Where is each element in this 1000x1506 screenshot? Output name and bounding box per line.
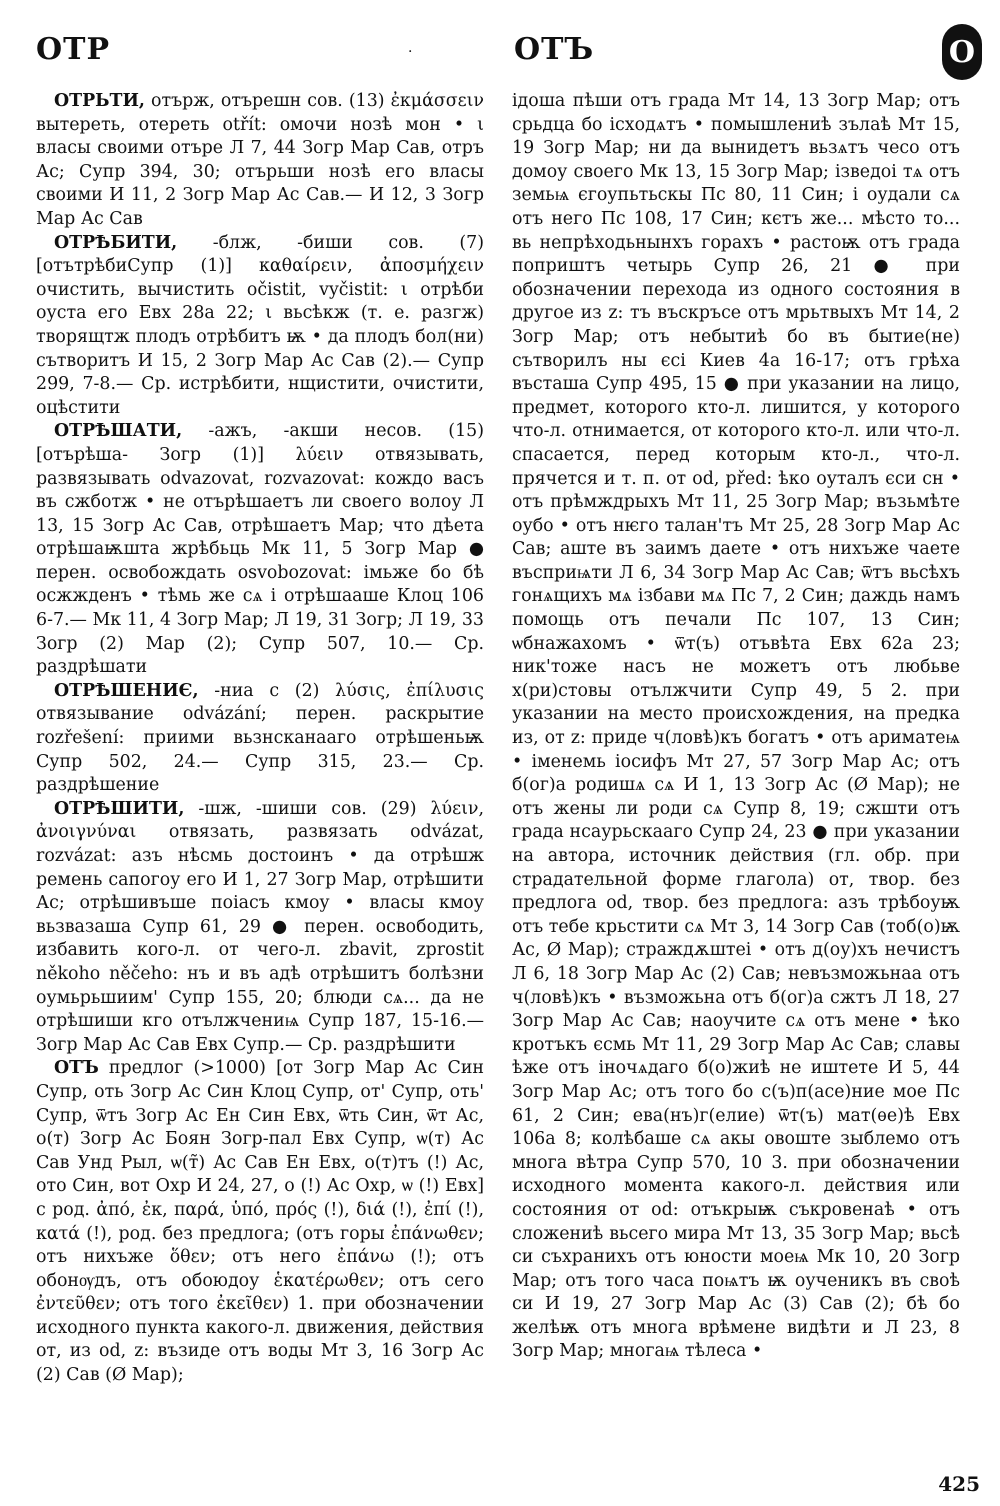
dictionary-entry [36, 90, 484, 232]
entry-body: -ажъ, -акши несов. (15) [отърѣша- Зогр (1)] λύειν отвязывать, развязывать odvazovat, rozvazovat: кождо васъ въ сжботж • не отърѣшаетъ ли своего волоу Л 13, 15 Зогр Ас Сав, отрѣшаетъ Мар; что дѣета отрѣшаѭшта жрѣбьць Мк 11, 5 Зогр Мар ● перен. освобождать osvobozovat: імьже бо бѣ осжжденъ • тѣмь же сѧ і отрѣшааше Клоц 106 6-7.— Мк 11, 4 Зогр Мар; Л 19, 31 Зогр; Л 19, 33 Зогр (2) Мар (2); Супр 507, 10.— Ср. раздрѣшати [36, 421, 484, 678]
letter-thumb-tab: О [942, 24, 982, 80]
entry-body: -блж, -биши сов. (7) [отътрѣбиСупр (1)] καθαίρειν, ἀποσμήχειν очистить, вычистить očistit, vyčistit: ι отрѣби оуста его Евх 28а 22; ι вьсѣкж (т. е. разгж) творящтж плодъ отрѣбитъ ѭ • да плодъ бол(ни) сътворитъ И 15, 2 Зогр Мар Ас Сав (2).— Супр 299, 7-8.— Ср. истрѣбити, нщистити, очистити, оцѣстити [36, 232, 484, 418]
entry-headword: ОТРЬТИ, [54, 91, 145, 111]
dictionary-entry [36, 798, 484, 1058]
page-number: 425 [938, 1472, 980, 1496]
entry-body: -шж, -шиши сов. (29) λύειν, ἀνοιγνύναι отвязать, развязать odvázat, rozvázat: азъ нѣсмь достоинъ • да отрѣшж ремень сапогоу его И 1, 27 Зогр Мар, отрѣшити Ас; отрѣшивъше поіасъ кмоу • власы кмоу вьзвазаша Супр 61, 29 ● перен. освободить, избавить кого-л. от чего-л. zbavit, zprostit někoho něčeho: нъ и въ адѣ отрѣшитъ болѣзни оумьрьшиим' Супр 155, 20; блюди сѧ... да не отрѣшиши кго отължчениѩ Супр 187, 15-16.— Зогр Мар Ас Сав Евх Супр.— Ср. раздрѣшити [36, 798, 484, 1055]
running-head-left: ОТР [36, 32, 111, 67]
running-head-right: ОТЪ [514, 32, 595, 67]
entry-headword: ОТРѢБИТИ, [54, 232, 178, 253]
entry-body: отърж, отърешн сов. (13) ἐκμάσσειν вытереть, отереть otřít: омочи нозѣ мон • ι власы своими отъре Л 7, 44 Зогр Мар Сав, отръ Ас; Супр 394, 30; отърьши нозѣ его власы своими И 11, 2 Зогр Мар Ас Сав.— И 12, 3 Зогр Мар Ас Сав [36, 91, 484, 229]
entry-body: предлог (>1000) [от Зогр Мар Ас Син Супр, оть Зогр Ас Син Клоц Супр, от' Супр, оть' Супр, ѿтъ Зогр Ас Ен Син Евх, ѿть Син, ѿт Ас, о(т) Зогр Ас Боян Зогр-пал Евх Супр, ѡ(т) Ас Сав Унд Рыл, ѡ(т̃) Ас Сав Ен Евх, о(т)тъ (!) Ас, ото Син, вот Охр И 24, 27, о (!) Ас Охр, ѡ (!) Евх] с род. ἀπό, ἐκ, παρά, ὑπό, πρός (!), διά (!), ἐπί (!), κατά (!), род. без предлога; (отъ горы ἐπάνωθεν; отъ нихъже ὅθεν; отъ него ἐπάνω (!); отъ обонѹдъ, отъ обоюдоу ἑκατέρωθεν; отъ сего ἐντεῦθεν; отъ того ἐκεῖθεν) 1. при обозначении исходного пункта какого-л. движения, действия от, из od, z: възиде отъ воды Мт 3, 16 Зогр Ас (2) Сав (Ø Мар); [36, 1058, 484, 1386]
dictionary-entry [512, 90, 960, 1364]
dictionary-entry [36, 232, 484, 421]
entry-headword: ОТРѢШИТИ, [54, 798, 185, 819]
entry-headword: ОТЪ [54, 1058, 99, 1079]
entry-body: ідоша пѣши отъ града Мт 14, 13 Зогр Мар; отъ срьдца бо ісходѧтъ • помышлениѣ зълаѣ Мт 15, 19 Зогр Мар; ни да вынидетъ вьзѧтъ чесо отъ домоу своего Мк 13, 15 Зогр Мар; ізведоі тѧ отъ земьѩ єгоупьтьскы Пс 80, 11 Син; і оудали сѧ отъ него Пс 108, 17 Син; кєтъ же... мѣсто то... вь непрѣходьнынхъ горахъ • растоѭ отъ града поприштъ четырь Супр 26, 21 ● при обозначении перехода из одного состояния в другое из z: тъ въскръсе отъ мрьтвыхъ Мт 14, 2 Зогр Мар; отъ небытиѣ бо въ бытие(не) сътворилъ ны єсі Киев 4а 16-17; отъ грѣха въсташа Супр 495, 15 ● при указании на лицо, предмет, которого кто-л. лишится, у которого что-л. отнимается, от которого кто-л. или что-л. спасается, перед которым кто-л., что-л. прячется и т. п. от od, před: ѣко оуталъ єси сн • отъ прѣмждрыхъ Мт 11, 25 Зогр Мар; възьмѣте оубо • отъ нѥго талан'тъ Мт 25, 28 Зогр Мар Ас Сав; аште въ заимъ даете • отъ нихъже чаете въсприѩти Л 6, 34 Зогр Мар Ас Сав; ѿтъ вьсѣхъ гонѧщихъ мѧ ізбави мѧ Пс 7, 2 Син; даждь намъ помощь отъ печали Пс 107, 13 Син; ѡбнажахомъ • ѿт(ъ) отъвѣта Евх 62а 23; ник'тоже насъ не можетъ отъ любьве х(ри)стовы отължчити Супр 49, 5 2. при указании на место происхождения, на предка из, от z: приде ч(ловѣ)къ богатъ • отъ ариматеѩ • іменемь іосифъ Мт 27, 57 Зогр Мар Ас; отъ б(ог)а родишѧ сѧ И 1, 13 Зогр Ас (Ø Мар); не отъ жены ли роди сѧ Супр 8, 19; сжшти отъ града нсаурьскааго Супр 24, 23 ● при указании на автора, источник действия (гл. обр. при страдательной форме глагола) от, твор. без предлога od, твор. без предлога: азъ трѣбоуѭ отъ тебе крьстити сѧ Мт 3, 14 Зогр Сав (тоб(о)ѭ Ас, Ø Мар); страждѫштеі • отъ д(оу)хъ нечистъ Л 6, 18 Зогр Мар Ас (2) Сав; невъзможьнаа отъ ч(ловѣ)къ • възможьна отъ б(ог)а сжтъ Л 18, 27 Зогр Мар Ас Сав; наоучите сѧ отъ мене • ѣко кротъкъ єсмь Мт 11, 29 Зогр Мар Ас Сав; славы ѣже отъ іночѧдаго б(о)жиѣ не иштете И 5, 44 Зогр Мар Ас; отъ того бо с(ъ)п(асе)ние мое Пс 61, 2 Син; ева(нъ)г(елие) ѿт(ъ) мат(ѳе)ѣ Евх 106а 8; колѣбаше сѧ акы овоште зыблемо отъ многа вѣтра Супр 570, 10 3. при обозначении исходного момента какого-л. действия или состояния от od: отъкрыѭ съкровенаѣ • отъ сложениѣ вьсего мира Мт 13, 35 Зогр Мар; вьсѣ си съхранихъ отъ юности моеѩ Мк 10, 20 Зогр Мар; отъ того часа поѩтъ ѭ оученикъ въ своѣ си И 19, 27 Зогр Мар Ас (3) Сав (2); бѣ бо желѣѭ отъ многа врѣмене видѣти и Л 23, 8 Зогр Мар; многаѩ тѣлеса • [512, 91, 960, 1362]
entry-headword: ОТРѢШЕНИЄ, [54, 680, 199, 701]
entry-body: -ниа с (2) λύσις, ἐπίλυσις отвязывание odvázání; перен. раскрытие rozřešení: приими вьзнсканааго отрѣшеньѭ Супр 502, 24.— Супр 315, 23.— Ср. раздрѣшение [36, 680, 484, 796]
entry-headword: ОТРѢШАТИ, [54, 421, 183, 442]
running-head-dot: · [408, 44, 413, 60]
dictionary-entry [36, 420, 484, 680]
left-column [36, 90, 484, 1470]
right-column [512, 90, 960, 1470]
dictionary-entry [36, 1057, 484, 1387]
dictionary-entry [36, 680, 484, 798]
